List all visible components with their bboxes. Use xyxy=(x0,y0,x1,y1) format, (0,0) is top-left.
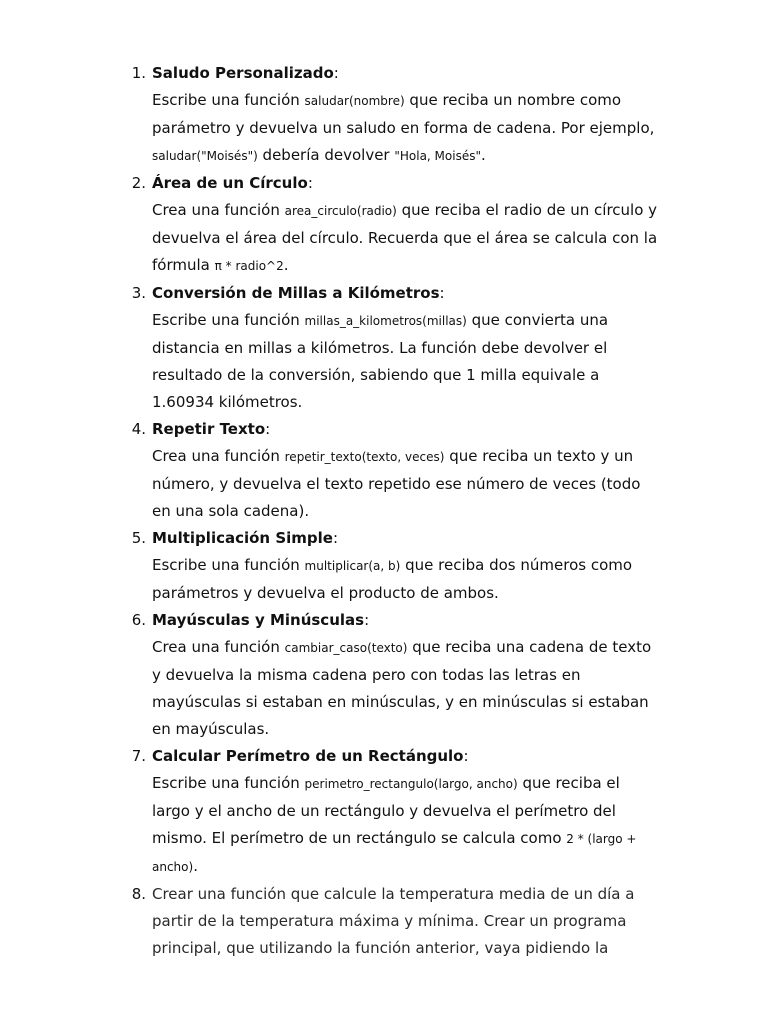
item-title-line xyxy=(152,743,660,770)
item-description xyxy=(152,634,660,743)
code-snippet: "Hola, Moisés" xyxy=(394,149,481,163)
item-title: Conversión de Millas a Kilómetros xyxy=(152,284,440,302)
item-number: 7. xyxy=(131,747,146,765)
item-title-colon: : xyxy=(307,174,313,192)
description-text: que reciba un texto y un número, y devuelva el texto repetido ese número de veces (todo en una sola cadena). xyxy=(152,447,641,520)
code-snippet: repetir_texto(texto, veces) xyxy=(284,450,445,464)
item-number: 3. xyxy=(131,284,146,302)
code-snippet: area_circulo(radio) xyxy=(284,204,397,218)
list-item-1 xyxy=(120,60,660,170)
item-description xyxy=(152,552,660,607)
item-title-line xyxy=(152,280,660,307)
item-number: 1. xyxy=(131,64,146,82)
code-snippet: multiplicar(a, b) xyxy=(304,559,401,573)
code-snippet: perimetro_rectangulo(largo, ancho) xyxy=(304,777,518,791)
item-number: 6. xyxy=(131,611,146,629)
item-title-colon: : xyxy=(265,420,271,438)
description-text: Crea una función xyxy=(152,201,285,219)
item-title-line xyxy=(152,416,660,443)
list-item-7 xyxy=(120,743,660,881)
description-text: que reciba dos números como parámetros y devuelva el producto de ambos. xyxy=(152,556,633,602)
list-item-5 xyxy=(120,525,660,607)
item-description xyxy=(152,770,660,881)
list-item-4 xyxy=(120,416,660,525)
code-snippet: π * radio^2 xyxy=(214,259,284,273)
code-snippet: saludar(nombre) xyxy=(304,94,405,108)
description-text: . xyxy=(283,256,289,274)
item-title: Calcular Perímetro de un Rectángulo xyxy=(152,747,464,765)
description-text: Escribe una función xyxy=(152,91,305,109)
description-text: Escribe una función xyxy=(152,556,305,574)
description-text: que reciba un nombre como parámetro y devuelva un saludo en forma de cadena. Por ejemplo, xyxy=(152,91,655,137)
description-text: . xyxy=(193,857,198,875)
item-text: Crear una función que calcule la temperatura media de un día a partir de la temperatura máxima y mínima. Crear un programa principal, que utilizando la función anterior, vaya pidiendo la xyxy=(152,885,635,957)
item-title: Saludo Personalizado xyxy=(152,64,334,82)
list-item-3 xyxy=(120,280,660,416)
item-description xyxy=(152,307,660,416)
item-number: 8. xyxy=(131,885,146,903)
exercise-list xyxy=(120,60,660,962)
item-title-colon: : xyxy=(332,529,339,547)
item-description xyxy=(152,197,660,280)
list-item-6 xyxy=(120,607,660,743)
list-item-2 xyxy=(120,170,660,280)
item-title-colon: : xyxy=(463,747,469,765)
item-title-line xyxy=(152,60,660,87)
description-text: Crea una función xyxy=(152,447,285,465)
item-title-colon: : xyxy=(439,284,445,302)
item-title: Multiplicación Simple xyxy=(152,529,333,547)
description-text: Escribe una función xyxy=(152,311,305,329)
description-text: que reciba el largo y el ancho de un rectángulo y devuelva el perímetro del mismo. El perímetro de un rectángulo se calcula como xyxy=(152,774,620,847)
item-number: 2. xyxy=(131,174,146,192)
item-title-line xyxy=(152,607,660,634)
item-title-colon: : xyxy=(364,611,370,629)
item-description xyxy=(152,87,660,170)
description-text: que convierta una distancia en millas a kilómetros. La función debe devolver el resultado de la conversión, sabiendo que 1 milla equivale a 1.60934 kilómetros. xyxy=(152,311,609,411)
list-item-8 xyxy=(120,881,660,962)
item-title: Mayúsculas y Minúsculas xyxy=(152,611,365,629)
description-text: que reciba el radio de un círculo y devuelva el área del círculo. Recuerda que el área se calcula con la fórmula xyxy=(152,201,658,274)
item-title-colon: : xyxy=(333,64,339,82)
item-number: 4. xyxy=(131,420,146,438)
description-text: Crea una función xyxy=(152,638,285,656)
code-snippet: cambiar_caso(texto) xyxy=(284,641,408,655)
item-title-line xyxy=(152,170,660,197)
description-text: que reciba una cadena de texto y devuelva la misma cadena pero con todas las letras en mayúsculas si estaban en minúsculas, y en minúsculas si estaban en mayúsculas. xyxy=(152,638,652,738)
item-title-line xyxy=(152,525,660,552)
description-text: Escribe una función xyxy=(152,774,305,792)
description-text: debería devolver xyxy=(257,146,395,164)
code-snippet: 2 * (largo + ancho) xyxy=(152,832,637,874)
code-snippet: millas_a_kilometros(millas) xyxy=(304,314,467,328)
item-title: Área de un Círculo xyxy=(152,174,308,192)
description-text: . xyxy=(481,146,486,164)
item-title: Repetir Texto xyxy=(152,420,266,438)
item-description xyxy=(152,443,660,525)
item-number: 5. xyxy=(131,529,146,547)
code-snippet: saludar("Moisés") xyxy=(152,149,258,163)
